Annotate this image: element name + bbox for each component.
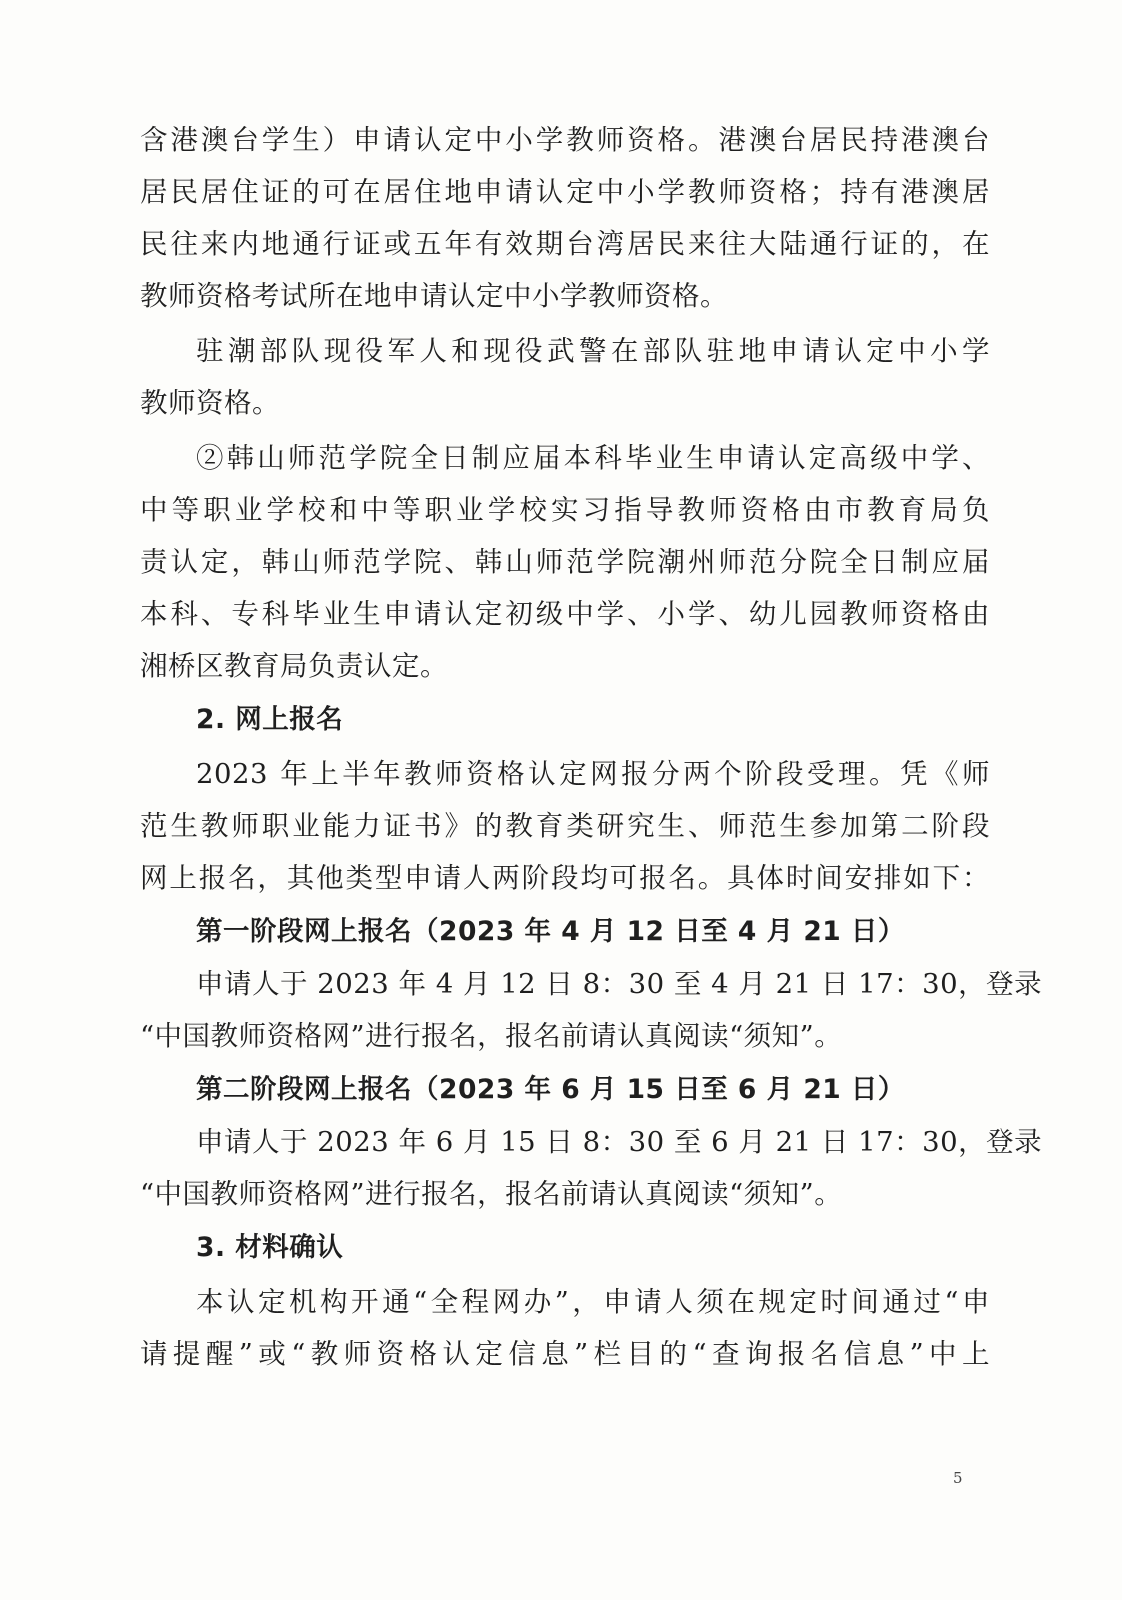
- paragraph-line: 民往来内地通行证或五年有效期台湾居民来往大陆通行证的，在: [140, 228, 990, 260]
- paragraph-line: 驻潮部队现役军人和现役武警在部队驻地申请认定中小学: [196, 335, 990, 367]
- stage-heading: 第一阶段网上报名（2023 年 4 月 12 日至 4 月 21 日）: [196, 916, 905, 947]
- paragraph-line: 本科、专科毕业生申请认定初级中学、小学、幼儿园教师资格由: [140, 598, 990, 630]
- paragraph-line: ②韩山师范学院全日制应届本科毕业生申请认定高级中学、: [196, 442, 990, 474]
- paragraph-line: 申请人于 2023 年 4 月 12 日 8：30 至 4 月 21 日 17：30，登录: [196, 968, 1043, 1000]
- paragraph-line: 责认定，韩山师范学院、韩山师范学院潮州师范分院全日制应届: [140, 546, 990, 578]
- paragraph-line: 湘桥区教育局负责认定。: [140, 650, 448, 682]
- section-heading: 2. 网上报名: [196, 704, 344, 735]
- paragraph-line: “中国教师资格网”进行报名，报名前请认真阅读“须知”。: [140, 1178, 843, 1210]
- paragraph-line: 含港澳台学生）申请认定中小学教师资格。港澳台居民持港澳台: [140, 124, 990, 156]
- paragraph-line: 范生教师职业能力证书》的教育类研究生、师范生参加第二阶段: [140, 810, 990, 842]
- page-number: 5: [953, 1469, 963, 1487]
- paragraph-line: 中等职业学校和中等职业学校实习指导教师资格由市教育局负: [140, 494, 990, 526]
- paragraph-line: “中国教师资格网”进行报名，报名前请认真阅读“须知”。: [140, 1020, 843, 1052]
- paragraph-line: 教师资格考试所在地申请认定中小学教师资格。: [140, 280, 728, 312]
- paragraph-line: 申请人于 2023 年 6 月 15 日 8：30 至 6 月 21 日 17：30，登录: [196, 1126, 1043, 1158]
- stage-heading: 第二阶段网上报名（2023 年 6 月 15 日至 6 月 21 日）: [196, 1074, 905, 1105]
- section-heading: 3. 材料确认: [196, 1232, 344, 1263]
- paragraph-line: 网上报名，其他类型申请人两阶段均可报名。具体时间安排如下：: [140, 862, 990, 894]
- paragraph-line: 本认定机构开通“全程网办”，申请人须在规定时间通过“申: [196, 1286, 990, 1318]
- paragraph-line: 请提醒”或“教师资格认定信息”栏目的“查询报名信息”中上: [140, 1338, 990, 1370]
- paragraph-line: 2023 年上半年教师资格认定网报分两个阶段受理。凭《师: [196, 758, 990, 790]
- paragraph-line: 居民居住证的可在居住地申请认定中小学教师资格；持有港澳居: [140, 176, 990, 208]
- paragraph-line: 教师资格。: [140, 387, 280, 419]
